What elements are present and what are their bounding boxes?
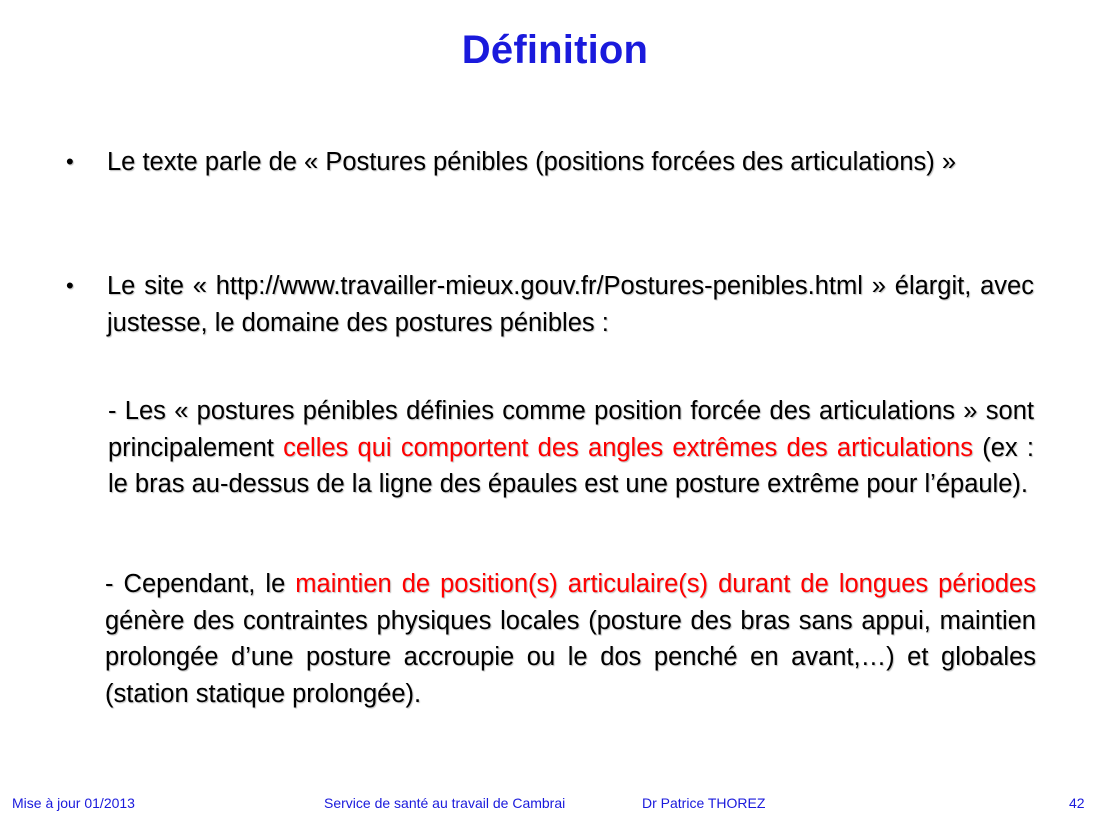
highlighted-text: maintien de position(s) articulaire(s) durant de longues périodes <box>295 570 1036 598</box>
paragraph-text: - Les « postures pénibles définies comme position forcée des articulations » sont principalement <box>108 397 1034 462</box>
paragraph-text: génère des contraintes physiques locales (posture des bras sans appui, maintien prolongée d’une posture accroupie ou le dos penché en avant,…) et globales (station statique prolongée). <box>105 606 1036 708</box>
highlighted-text: celles qui comportent des angles extrêmes des articulations <box>283 433 973 462</box>
paragraph-text: - Cependant, le <box>105 570 296 598</box>
bullet-item <box>66 268 1034 341</box>
paragraph-text: (ex : le bras au-dessus de la ligne des épaules est une posture extrême pour l’épaule). <box>108 433 1034 498</box>
footer-author: Dr Patrice THOREZ <box>642 795 766 811</box>
paragraph-prolonged-positions <box>105 566 1036 712</box>
bullet-marker: • <box>66 149 74 174</box>
footer-service-name: Service de santé au travail de Cambrai <box>324 795 566 811</box>
footer-update-date: Mise à jour 01/2013 <box>12 795 135 811</box>
bullet-marker: • <box>66 273 74 298</box>
paragraph-extreme-angles <box>108 393 1034 503</box>
bullet-text: Le texte parle de « Postures pénibles (positions forcées des articulations) » <box>107 148 957 176</box>
page-number: 42 <box>1069 795 1085 811</box>
bullet-text: Le site « http://www.travailler-mieux.gouv.fr/Postures-penibles.html » élargit, avec justesse, le domaine des postures pénibles : <box>107 272 1034 337</box>
slide-title: Définition <box>461 28 649 72</box>
bullet-item <box>66 144 1034 181</box>
